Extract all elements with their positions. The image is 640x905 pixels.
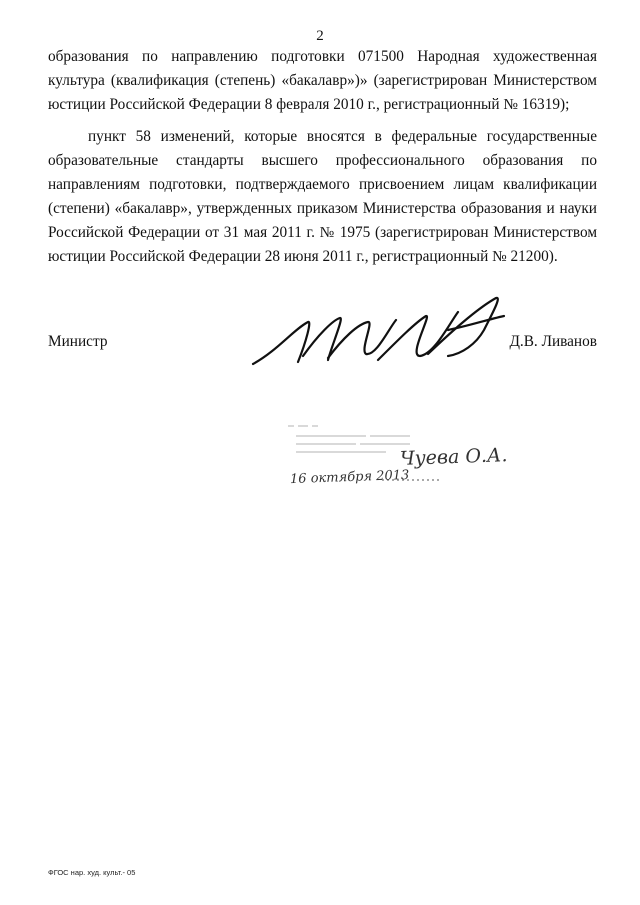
footer-note: ФГОС нар. худ. культ.- 05 <box>48 868 136 877</box>
handwritten-signature <box>248 290 508 370</box>
stamp-surname: Чуева О.А. <box>399 444 508 470</box>
stamp-date: 16 октября 2013 <box>289 467 410 488</box>
paragraph-1: образования по направлению подготовки 071500 Народная художественная культура (квалификация (степень) «бакалавр»)» (зарегистрирован Министерством юстиции Российской Федерации 8 февраля 2010 г., регистрационный № 16319); <box>48 48 597 113</box>
paragraph-2: пункт 58 изменений, которые вносятся в федеральные государственные образовательные стандарты высшего профессионального образования по направлениям подготовки, подтверждаемого присвоением лицам квалификации (степени) «бакалавр», утвержденных приказом Министерства образования и науки Российской Федерации от 31 мая 2011 г. № 1975 (зарегистрирован Министерством юстиции Российской Федерации 28 июня 2011 г., регистрационный № 21200). <box>48 128 597 265</box>
signatory-name: Д.В. Ливанов <box>509 333 597 350</box>
signatory-title: Министр <box>48 333 108 350</box>
document-body <box>48 45 597 269</box>
page-number: 2 <box>316 28 324 44</box>
